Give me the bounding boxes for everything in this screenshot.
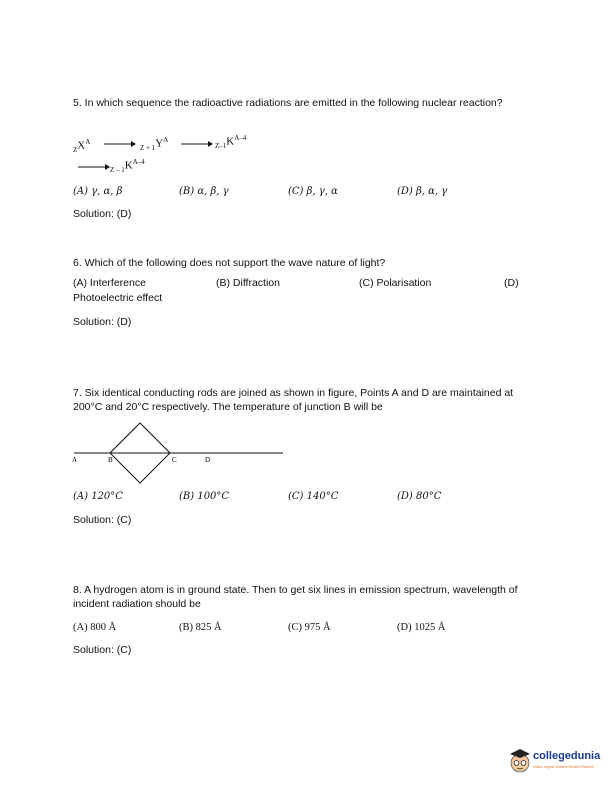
arrow-right-icon [78, 163, 110, 171]
q8-option-d: (D) 1025 Å [397, 622, 446, 633]
label-a: A [72, 456, 78, 464]
q8-option-b: (B) 825 Å [179, 622, 222, 633]
nucleus-k-final: $_{Z - 1}K^{A-4}$ [110, 158, 145, 174]
arrow-right-icon [181, 140, 213, 148]
q6-option-d-text: Photoelectric effect [73, 292, 163, 304]
question-5-text: 5. In which sequence the radioactive radiations are emitted in the following nuclear reaction? [73, 97, 503, 109]
q5-option-a: (A) γ, α, β [73, 186, 123, 197]
nucleus-y: $_{Z + 1}Y^A$ [140, 136, 169, 152]
question-6-text: 6. Which of the following does not support the wave nature of light? [73, 257, 386, 269]
q5-solution: Solution: (D) [73, 208, 132, 220]
q8-option-c: (C) 975 Å [288, 622, 331, 633]
q7-option-c: (C) 140°C [288, 491, 339, 502]
label-d: D [205, 456, 211, 464]
rod-network-figure [70, 420, 290, 490]
collegedunia-logo [508, 748, 600, 778]
q7-option-a: (A) 120°C [73, 491, 123, 502]
q5-option-d: (D) β, α, γ [397, 186, 448, 197]
q8-option-a: (A) 800 Å [73, 622, 117, 633]
arrow-right-icon [104, 140, 136, 148]
q7-option-b: (B) 100°C [179, 491, 230, 502]
question-7-text: 7. Six identical conducting rods are joined as shown in figure, Points A and D are maintained at 200°C and 20°C respectively. The temperature of junction B will be [73, 387, 514, 413]
q6-option-c: (C) Polarisation [359, 277, 432, 289]
label-b: B [108, 456, 113, 464]
q5-option-b: (B) α, β, γ [179, 186, 229, 197]
q6-solution: Solution: (D) [73, 316, 132, 328]
label-c: C [172, 456, 177, 464]
mascot-icon [508, 748, 532, 774]
nucleus-x: $_ZX^A$ [73, 138, 91, 154]
brand-name: collegedunia [533, 750, 601, 762]
q6-option-d: (D) [504, 277, 519, 289]
brand-tagline: India's largest Student Review Platform [533, 765, 594, 769]
q6-option-b: (B) Diffraction [216, 277, 280, 289]
q7-solution: Solution: (C) [73, 514, 132, 526]
q8-solution: Solution: (C) [73, 644, 132, 656]
q7-option-d: (D) 80°C [397, 491, 442, 502]
q6-option-a: (A) Interference [73, 277, 146, 289]
q5-option-c: (C) β, γ, α [288, 186, 338, 197]
question-8-text: 8. A hydrogen atom is in ground state. Then to get six lines in emission spectrum, wavelength of incident radiation should be [73, 584, 518, 610]
nucleus-k: $_{Z-1}K^{A-4}$ [215, 134, 247, 150]
